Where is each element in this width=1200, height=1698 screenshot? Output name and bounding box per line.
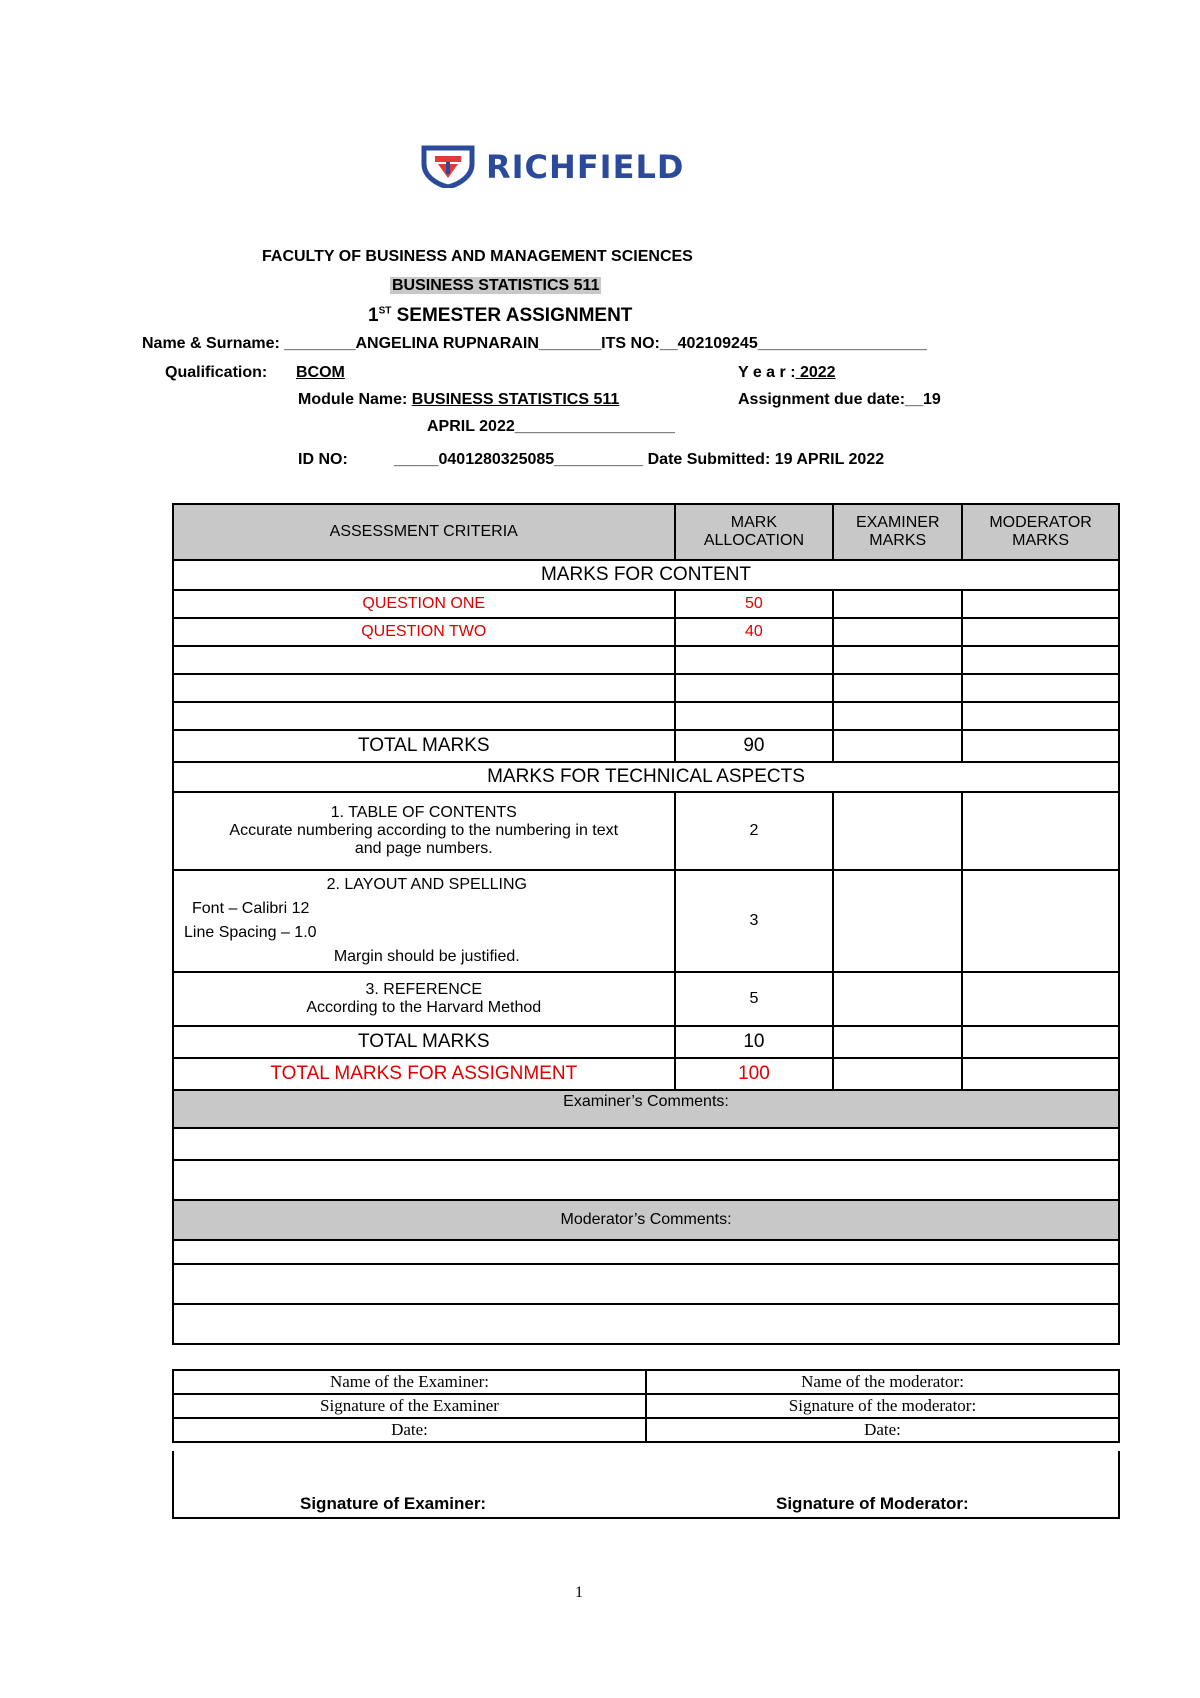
grand-total-value: 100 (675, 1058, 834, 1090)
name-line: Name & Surname: ________ANGELINA RUPNARAIN_______ITS NO:__402109245___________________ (142, 335, 927, 352)
signature-of-examiner: Signature of Examiner: (300, 1494, 487, 1513)
empty-row (173, 702, 1119, 730)
moderator-comments-header (173, 1200, 1119, 1240)
empty-row (173, 674, 1119, 702)
layout-marks: 3 (675, 870, 834, 972)
reference-row (173, 972, 1119, 1026)
id-label: ID NO: (298, 451, 348, 468)
empty-row (173, 646, 1119, 674)
qualification-label: Qualification: (165, 364, 268, 381)
logo-wordmark: RICHFIELD (486, 148, 685, 186)
moderator-signature-field[interactable]: Signature of the moderator: (646, 1394, 1119, 1418)
page-number: 1 (575, 1584, 583, 1601)
moderator-name-field[interactable]: Name of the moderator: (646, 1370, 1119, 1394)
examiner-signature-field[interactable]: Signature of the Examiner (173, 1394, 646, 1418)
technical-total-row (173, 1026, 1119, 1058)
examiner-comments-row (173, 1128, 1119, 1160)
table-row (173, 618, 1119, 646)
moderator-date-field[interactable]: Date: (646, 1418, 1119, 1442)
year-line: Y e a r : 2022 (738, 364, 836, 381)
signature-table (172, 1369, 1120, 1443)
toc-row (173, 792, 1119, 870)
semester-title: 1ST SEMESTER ASSIGNMENT (368, 305, 633, 326)
q1-marks: 50 (675, 590, 834, 618)
module-name-line: Module Name: BUSINESS STATISTICS 511 (298, 391, 620, 408)
moderator-comments-field[interactable] (173, 1264, 1119, 1304)
table-row (173, 1418, 1119, 1442)
assessment-table (172, 503, 1120, 1345)
criteria-header: ASSESSMENT CRITERIA (173, 504, 675, 560)
toc-criteria: 1. TABLE OF CONTENTS Accurate numbering according to the numbering in text and page numbers. (173, 792, 675, 870)
examiner-comments-header (173, 1090, 1119, 1128)
grand-total-label: TOTAL MARKS FOR ASSIGNMENT (173, 1058, 675, 1090)
signature-of-moderator: Signature of Moderator: (776, 1494, 969, 1513)
moderator-header: MODERATOR MARKS (962, 504, 1119, 560)
q2-marks: 40 (675, 618, 834, 646)
examiner-date-field[interactable]: Date: (173, 1418, 646, 1442)
grand-total-row (173, 1058, 1119, 1090)
id-line: _____0401280325085__________ Date Submitted: 19 APRIL 2022 (394, 451, 885, 468)
due-date-line: Assignment due date:__19 (738, 391, 941, 408)
richfield-logo (420, 144, 740, 190)
examiner-comments-field[interactable] (173, 1128, 1119, 1160)
reference-criteria: 3. REFERENCE According to the Harvard Method (173, 972, 675, 1026)
moderator-comments-field[interactable] (173, 1240, 1119, 1264)
content-section-row (173, 560, 1119, 590)
moderator-comments-row (173, 1264, 1119, 1304)
q1-moderator-cell[interactable] (962, 590, 1119, 618)
technical-section-title: MARKS FOR TECHNICAL ASPECTS (173, 762, 1119, 792)
content-total-value: 90 (675, 730, 834, 762)
moderator-comments-field[interactable] (173, 1304, 1119, 1344)
due-date-continued: APRIL 2022__________________ (427, 418, 675, 435)
examiner-comments-row (173, 1160, 1119, 1200)
reference-marks: 5 (675, 972, 834, 1026)
examiner-header: EXAMINER MARKS (833, 504, 962, 560)
technical-total-value: 10 (675, 1026, 834, 1058)
content-total-label: TOTAL MARKS (173, 730, 675, 762)
allocation-header: MARK ALLOCATION (675, 504, 834, 560)
q2-label: QUESTION TWO (173, 618, 675, 646)
technical-total-label: TOTAL MARKS (173, 1026, 675, 1058)
q2-moderator-cell[interactable] (962, 618, 1119, 646)
layout-row (173, 870, 1119, 972)
moderator-comments-row (173, 1240, 1119, 1264)
qualification-value: BCOM (296, 364, 345, 381)
table-header-row (173, 504, 1119, 560)
module-code: BUSINESS STATISTICS 511 (392, 277, 600, 294)
q1-examiner-cell[interactable] (833, 590, 962, 618)
faculty-title: FACULTY OF BUSINESS AND MANAGEMENT SCIENCES (262, 248, 693, 265)
table-row (173, 1370, 1119, 1394)
examiner-comments-label: Examiner’s Comments: (173, 1090, 1119, 1128)
content-section-title: MARKS FOR CONTENT (173, 560, 1119, 590)
table-row (173, 590, 1119, 618)
content-total-row (173, 730, 1119, 762)
layout-criteria: 2. LAYOUT AND SPELLING Font – Calibri 12 Line Spacing – 1.0 Margin should be justified. (173, 870, 675, 972)
toc-marks: 2 (675, 792, 834, 870)
q1-label: QUESTION ONE (173, 590, 675, 618)
examiner-comments-field[interactable] (173, 1160, 1119, 1200)
table-row (173, 1394, 1119, 1418)
q2-examiner-cell[interactable] (833, 618, 962, 646)
moderator-comments-row (173, 1304, 1119, 1344)
shield-icon (420, 144, 476, 188)
examiner-name-field[interactable]: Name of the Examiner: (173, 1370, 646, 1394)
technical-section-row (173, 762, 1119, 792)
moderator-comments-label: Moderator’s Comments: (173, 1200, 1119, 1240)
